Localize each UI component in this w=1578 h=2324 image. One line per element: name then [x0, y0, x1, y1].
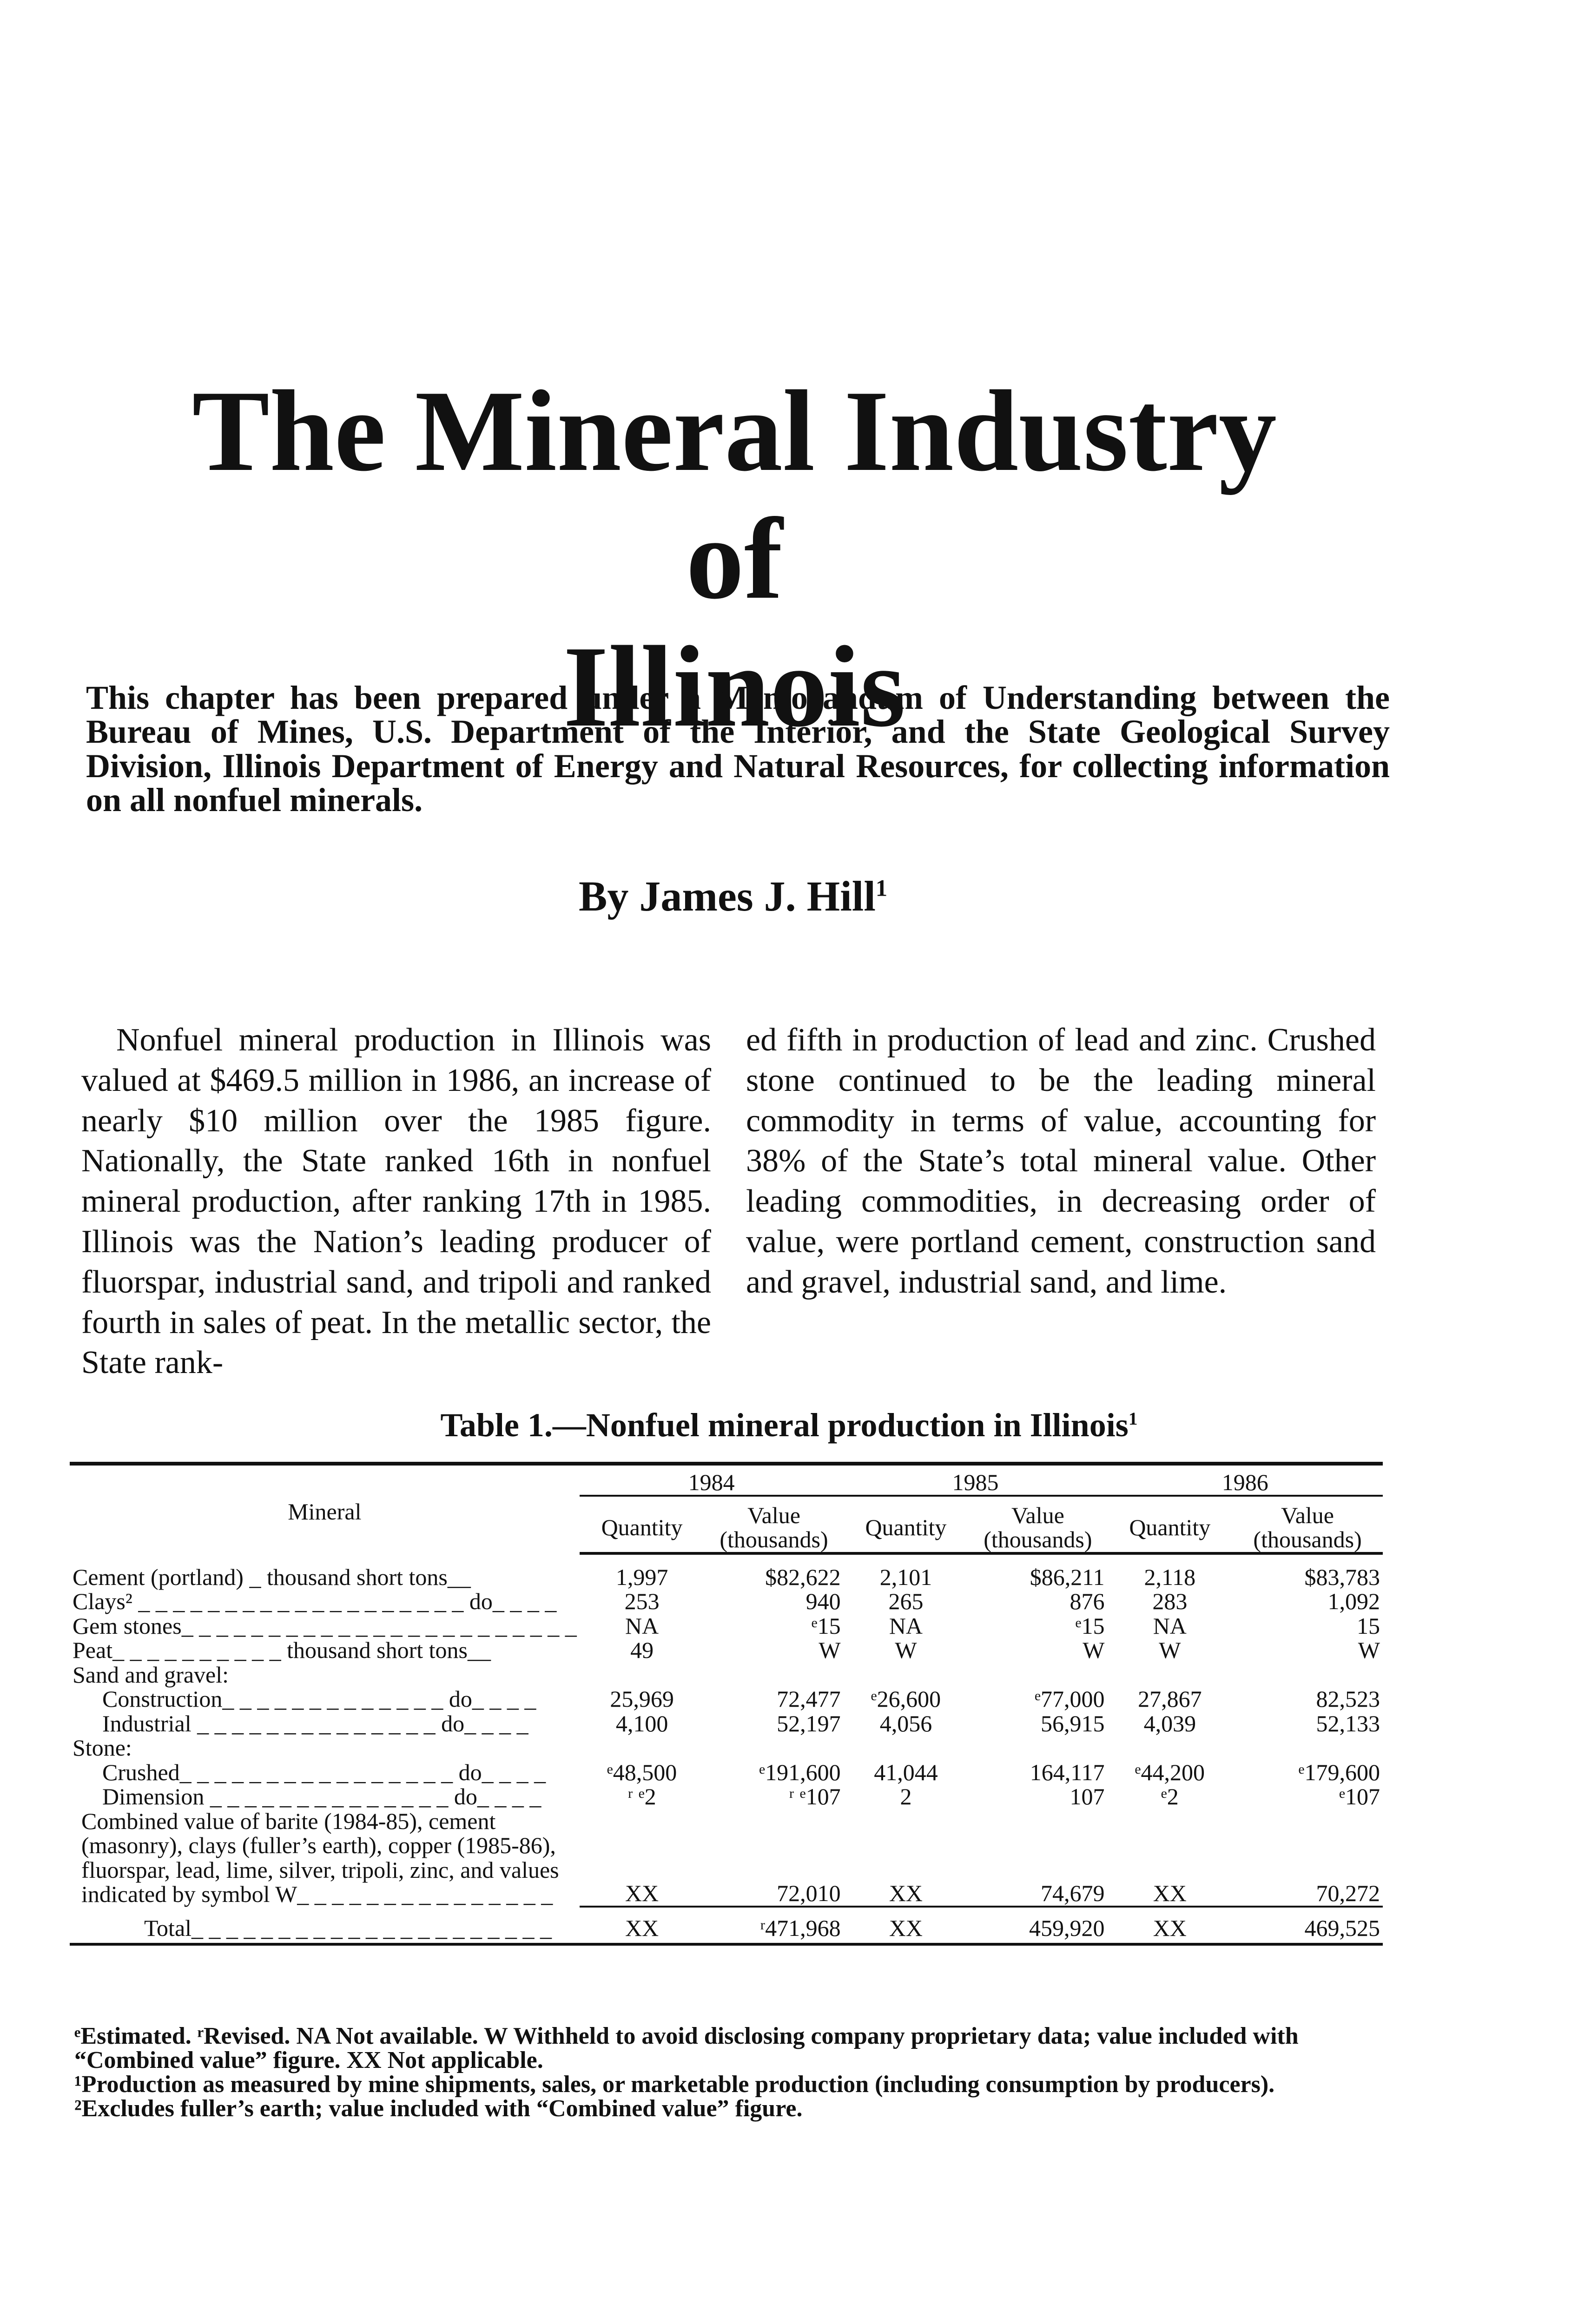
- row-cell: [968, 1736, 1107, 1760]
- row-label: Sand and gravel:: [73, 1661, 229, 1688]
- row-cell: 940: [806, 1588, 841, 1614]
- year-header-1984: 1984: [580, 1470, 844, 1496]
- row-cell: 49: [630, 1637, 654, 1663]
- row-cell: 2,118: [1144, 1564, 1196, 1590]
- value-header-line-2: (thousands): [720, 1526, 828, 1552]
- row-cell: NA: [625, 1612, 659, 1639]
- row-label: Stone:: [73, 1735, 132, 1761]
- row-cell: [968, 1663, 1107, 1687]
- table-row: [70, 1711, 1383, 1736]
- row-cell: ᵉ179,600: [1298, 1759, 1380, 1785]
- row-cell: NA: [889, 1612, 923, 1639]
- row-label: Cement (portland) _ thousand short tons__: [73, 1564, 471, 1590]
- row-cell: 41,044: [874, 1759, 938, 1785]
- row-cell: $83,783: [1304, 1564, 1380, 1590]
- row-cell: 4,056: [879, 1710, 932, 1736]
- row-cell: 82,523: [1316, 1686, 1380, 1712]
- row-cell: 70,272: [1316, 1880, 1380, 1906]
- table-row: [70, 1687, 1383, 1711]
- table-row: [70, 1663, 1383, 1687]
- row-cell: 107: [1070, 1783, 1105, 1809]
- row-cell: 283: [1152, 1588, 1188, 1614]
- value-header-line-1: Value: [1011, 1502, 1064, 1528]
- body-paragraph-right: ed fifth in production of lead and zinc. Crushed stone continued to be the leading mineral commodity in terms of value, accounting for 38% of the State’s total mineral value. Other leading commodities, in decreasing order of value, were portland cement, construction sand and gravel, industrial sand, and lime.: [746, 1022, 1376, 1300]
- row-cell: W: [1083, 1637, 1105, 1663]
- row-cell: 876: [1070, 1588, 1105, 1614]
- table-footnotes: [74, 2024, 1376, 2121]
- row-cell: 56,915: [1040, 1710, 1105, 1736]
- total-cell: 459,920: [968, 1907, 1107, 1941]
- footnote: ¹Production as measured by mine shipments, sales, or marketable production (including consumption by producers).: [74, 2071, 1275, 2098]
- row-cell: W: [895, 1637, 917, 1663]
- row-cell: [1232, 1663, 1383, 1687]
- table-row: [70, 1809, 1383, 1907]
- value-header-line-2: (thousands): [1253, 1526, 1362, 1552]
- quantity-header: Quantity: [580, 1496, 705, 1553]
- row-cell: 1,092: [1327, 1588, 1380, 1614]
- footnote: ᵉEstimated. ʳRevised. NA Not available. W Withheld to avoid disclosing company proprietary data; value included with “Combined value” figure. XX Not applicable.: [74, 2023, 1299, 2073]
- row-cell: W: [1159, 1637, 1181, 1663]
- row-cell: NA: [1153, 1612, 1187, 1639]
- row-label: Crushed_ _ _ _ _ _ _ _ _ _ _ _ _ _ _ _ do_ _ _ _: [102, 1759, 546, 1785]
- table-row: [70, 1565, 1383, 1590]
- table-caption-text: Table 1.—Nonfuel mineral production in Illinois: [440, 1406, 1129, 1444]
- author-name: By James J. Hill: [579, 872, 876, 920]
- row-cell: W: [819, 1637, 841, 1663]
- year-header-1985: 1985: [844, 1470, 1108, 1496]
- row-label: Peat_ _ _ _ _ _ _ _ _ _ thousand short tons__: [73, 1637, 491, 1663]
- total-row: [70, 1907, 1383, 1941]
- row-cell: 1,997: [615, 1564, 668, 1590]
- row-cell: 27,867: [1138, 1686, 1202, 1712]
- row-cell: 164,117: [1030, 1759, 1105, 1785]
- table-row: [70, 1784, 1383, 1809]
- row-cell: W: [1358, 1637, 1380, 1663]
- total-label: Total_ _ _ _ _ _ _ _ _ _ _ _ _ _ _ _ _ _ _ _ _: [144, 1915, 552, 1941]
- body-paragraph-left: Nonfuel mineral production in Illinois was valued at $469.5 million in 1986, an increase of nearly $10 million over the 1985 figure. Nationally, the State ranked 16th in nonfuel mineral production, after ranking 17th in 1985. Illinois was the Nation’s leading producer of fluorspar, industrial sand, and tripoli and ranked fourth in sales of peat. In the metallic sector, the State rank-: [81, 1022, 711, 1381]
- row-cell: [580, 1663, 705, 1687]
- row-cell: [1107, 1663, 1232, 1687]
- total-cell: ʳ471,968: [704, 1907, 843, 1941]
- preparation-note: This chapter has been prepared under a Memorandum of Understanding between the Bureau of Mines, U.S. Department of the Interior, and the State Geological Survey Division, Illinois Department of Energy and Natural Resources, for collecting information on all nonfuel minerals.: [86, 679, 1390, 819]
- table-caption-footnote-mark: 1: [1128, 1408, 1138, 1429]
- value-header-line-2: (thousands): [984, 1526, 1092, 1552]
- table-body: [70, 1565, 1383, 1907]
- row-cell: 52,133: [1316, 1710, 1380, 1736]
- value-header: [704, 1496, 843, 1553]
- row-cell: 52,197: [777, 1710, 841, 1736]
- table-row: [70, 1760, 1383, 1785]
- row-cell: ᵉ2: [1161, 1783, 1179, 1809]
- row-cell: XX: [1153, 1880, 1187, 1906]
- row-label: Clays² _ _ _ _ _ _ _ _ _ _ _ _ _ _ _ _ _ _ _ do_ _ _ _: [73, 1588, 557, 1614]
- table-caption: [0, 1406, 1578, 1445]
- footnote: ²Excludes fuller’s earth; value included with “Combined value” figure.: [74, 2095, 803, 2122]
- value-header-line-1: Value: [1281, 1502, 1334, 1528]
- row-label: Construction_ _ _ _ _ _ _ _ _ _ _ _ _ do_ _ _ _: [102, 1686, 536, 1712]
- row-cell: ᵉ48,500: [607, 1759, 677, 1785]
- row-cell: $82,622: [765, 1564, 841, 1590]
- row-cell: 72,010: [777, 1880, 841, 1906]
- year-header-1986: 1986: [1107, 1470, 1383, 1496]
- row-cell: [704, 1663, 843, 1687]
- row-label: Combined value of barite (1984-85), cement (masonry), clays (fuller’s earth), copper (1985-86), fluorspar, lead, lime, silver, tripoli, zinc, and values indicated by symbol W_ _ _ _ _ _ _ _ _ _ _ _ _ _ _: [81, 1808, 559, 1907]
- row-cell: ᵉ44,200: [1135, 1759, 1205, 1785]
- row-cell: ʳ ᵉ2: [627, 1783, 656, 1809]
- row-cell: ᵉ15: [1075, 1612, 1105, 1639]
- mineral-column-header: Mineral: [288, 1499, 362, 1525]
- row-cell: [844, 1736, 969, 1760]
- table-row: [70, 1638, 1383, 1663]
- row-label: Gem stones_ _ _ _ _ _ _ _ _ _ _ _ _ _ _ _ _ _ _ _ _ _ _: [73, 1612, 577, 1639]
- row-label: Industrial _ _ _ _ _ _ _ _ _ _ _ _ _ _ do_ _ _ _: [102, 1710, 528, 1736]
- row-cell: [844, 1663, 969, 1687]
- quantity-header: Quantity: [844, 1496, 969, 1553]
- quantity-header: Quantity: [1107, 1496, 1232, 1553]
- row-cell: XX: [889, 1880, 923, 1906]
- total-cell: XX: [580, 1907, 705, 1941]
- production-table: [70, 1462, 1383, 1946]
- byline: [579, 872, 887, 921]
- row-cell: ᵉ191,600: [759, 1759, 841, 1785]
- value-header: [1232, 1496, 1383, 1553]
- value-header: [968, 1496, 1107, 1553]
- row-cell: ʳ ᵉ107: [789, 1783, 841, 1809]
- row-cell: 25,969: [610, 1686, 674, 1712]
- row-cell: 4,039: [1143, 1710, 1196, 1736]
- row-cell: 72,477: [777, 1686, 841, 1712]
- row-cell: [1107, 1736, 1232, 1760]
- total-cell: XX: [844, 1907, 969, 1941]
- value-header-line-1: Value: [747, 1502, 800, 1528]
- total-cell: 469,525: [1232, 1907, 1383, 1941]
- table-row: [70, 1614, 1383, 1638]
- byline-footnote-mark: 1: [875, 875, 888, 901]
- table-row: [70, 1736, 1383, 1760]
- row-cell: 4,100: [615, 1710, 668, 1736]
- table-row: [70, 1589, 1383, 1614]
- row-cell: 265: [888, 1588, 924, 1614]
- title-line-1: The Mineral Industry of: [192, 367, 1277, 623]
- row-cell: ᵉ77,000: [1035, 1686, 1105, 1712]
- row-cell: 2,101: [879, 1564, 932, 1590]
- row-cell: [704, 1736, 843, 1760]
- total-cell: XX: [1107, 1907, 1232, 1941]
- title-line-2: Illinois: [563, 622, 906, 751]
- row-cell: ᵉ15: [811, 1612, 841, 1639]
- row-cell: [1232, 1736, 1383, 1760]
- row-label: Dimension _ _ _ _ _ _ _ _ _ _ _ _ _ _ do_ _ _ _: [102, 1783, 541, 1809]
- row-cell: [580, 1736, 705, 1760]
- row-cell: $86,211: [1030, 1564, 1105, 1590]
- row-cell: 15: [1357, 1612, 1380, 1639]
- row-cell: ᵉ26,600: [871, 1686, 941, 1712]
- row-cell: ᵉ107: [1339, 1783, 1380, 1809]
- row-cell: 253: [624, 1588, 660, 1614]
- row-cell: XX: [625, 1880, 659, 1906]
- row-cell: 2: [900, 1783, 912, 1809]
- row-cell: 74,679: [1040, 1880, 1105, 1906]
